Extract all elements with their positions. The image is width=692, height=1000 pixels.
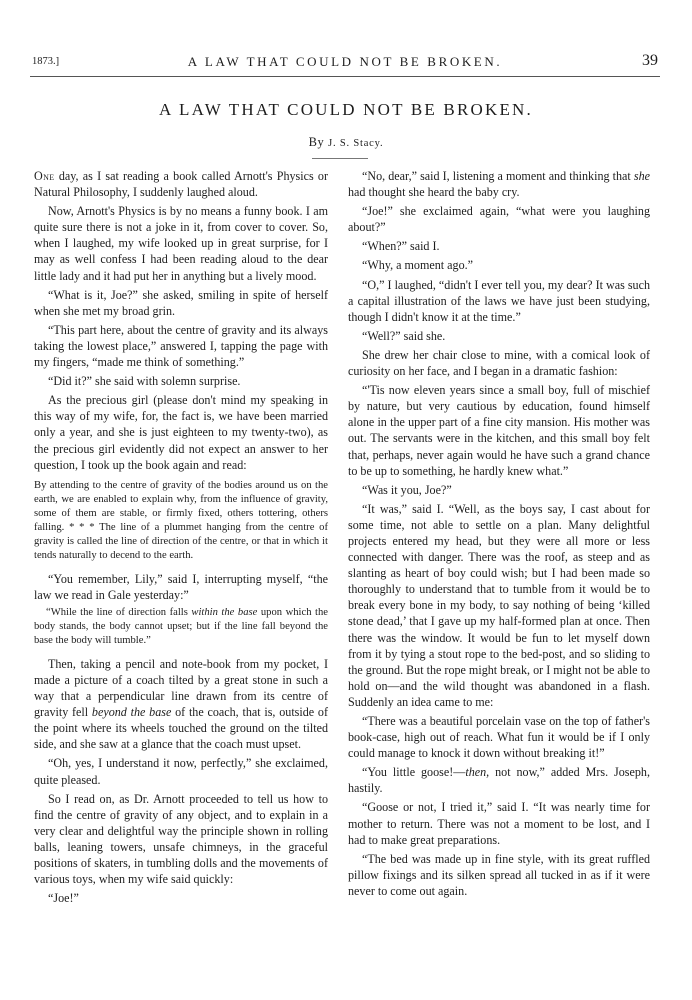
right-column	[348, 168, 650, 902]
left-column	[34, 168, 328, 909]
quote-text: “While the line of direction falls	[46, 606, 192, 618]
paragraph: “Oh, yes, I understand it now, perfectly,” she exclaimed, quite pleased.	[34, 756, 328, 787]
paragraph: “Why, a moment ago.”	[362, 258, 474, 273]
drop-lead: One	[34, 169, 55, 183]
block-quote: By attending to the centre of gravity of the bodies around us on the earth, we are enabled to explain why, from the influence of gravity, some of them are stable, or firmly fixed, others tottering, others falling. * * * The line of a plummet hanging from the centre of gravity is called the line of direction of the centre, or that in which it tends naturally to decend to the earth.	[34, 479, 328, 561]
paragraph: “Goose or not, I tried it,” said I. “It was nearly time for mother to return. There was not a moment to be lost, and I had to make great preparations.	[348, 800, 650, 847]
paragraph: “When?” said I.	[362, 239, 440, 254]
quote-text: upon which the body stands, the body cannot upset; but if the line fall beyond the base the body will tumble.”	[34, 606, 328, 646]
paragraph: “Joe!”	[48, 891, 79, 906]
paragraph: As the precious girl (please don't mind my speaking in this way of my wife, for, the fact is, we have been married only a year, and she is just eighteen to my twenty-two), as the precious girl evidently did not expect an answer to her question, I took up the book again and read:	[34, 393, 328, 472]
byline	[0, 135, 692, 150]
paragraph-text: not now,” added Mrs. Joseph, hastily.	[348, 765, 650, 796]
block-quote	[34, 606, 328, 648]
paragraph: “Was it you, Joe?”	[362, 482, 452, 497]
paragraph-text: of the coach, that is, outside of the point where its wheels touched the ground on the tilted side, and she saw at a glance that the coach must upset.	[34, 705, 329, 752]
byline-prefix: By	[308, 135, 325, 149]
paragraph	[34, 168, 328, 200]
paragraph: “You remember, Lily,” said I, interrupting myself, “the law we read in Gale yesterday:”	[34, 571, 328, 602]
paragraph: “'Tis now eleven years since a small boy, full of mischief by nature, but very cautious by education, found himself alone in the upper part of a fine city mansion. His mother was out. The servants were in the kitchen, and this small boy felt that, perhaps, never again would he have such a grand chance to be up to something, he hardly knew what.”	[348, 383, 650, 478]
paragraph-text: “No, dear,” said I, listening a moment and thinking that	[362, 169, 634, 183]
issue-date: 1873.]	[32, 56, 60, 67]
paragraph-emphasis: she	[633, 169, 650, 183]
paragraph: “It was,” said I. “Well, as the boys say, I cast about for some time, not able to settle on a plan. Many delightful projects entered my head, but they were all more or less connected with danger. There was the roof, as steep and as slanting as heart of boy could wish; but I had been made so thoroughly to understand that to tumble from it would be to break every bone in my body, to say nothing of being ‘killed stone dead,’ that I gave up my half-formed plan at once. Then there was the window. It would be fun to let myself down from it by tying a stout rope to the bed-post, and so sliding to the ground. But the rope might break, or I might not be able to hold on—and the wild thought was abandoned in a flash. Suddenly an idea came to me:	[348, 501, 650, 709]
paragraph: “What is it, Joe?” she asked, smiling in spite of herself when she met my broad grin.	[34, 287, 328, 318]
paragraph: “Well?” said she.	[362, 328, 446, 343]
byline-author: J. S. Stacy.	[328, 138, 384, 149]
paragraph	[348, 168, 650, 200]
paragraph: “Did it?” she said with solemn surprise.	[48, 374, 241, 389]
paragraph: “There was a beautiful porcelain vase on the top of father's book-case, high out of reach. What fun it would be if I only could manage to knock it down without breaking it!”	[348, 714, 650, 761]
paragraph-emphasis: beyond the base	[91, 705, 172, 720]
paragraph	[348, 764, 650, 796]
paragraph	[34, 656, 328, 753]
paragraph: Now, Arnott's Physics is by no means a funny book. I am quite sure there is not a joke in it, from cover to cover. So, when I laughed, my wife looked up in great surprise, for I may as well confess I had been reading aloud to the dear little lady and it had put her in anything but a lively mood.	[34, 204, 328, 283]
paragraph: “This part here, about the centre of gravity and its always taking the lowest place,” answered I, tapping the page with my fingers, “made me think of something.”	[34, 322, 328, 370]
paragraph-text: “You little goose!—	[362, 765, 466, 780]
paragraph-text: Then, taking a pencil and note-book from my pocket, I made a picture of a coach tilted by a great stone in such a way that a perpendicular line drawn from its centre of gravity fell	[34, 656, 328, 720]
running-title: A LAW THAT COULD NOT BE BROKEN.	[187, 54, 503, 69]
title-rule	[312, 158, 368, 159]
article-title: A LAW THAT COULD NOT BE BROKEN.	[159, 100, 533, 119]
paragraph: So I read on, as Dr. Arnott proceeded to tell us how to find the centre of gravity of any object, and to explain in a very clear and delightful way the principle shown in rolling balls, leaning towers, unsafe chimneys, in the graceful positions of skaters, in tumbling dolls and the movements of various toys, when my wife said quickly:	[34, 791, 328, 887]
paragraph-text: day, as I sat reading a book called Arnott's Physics or Natural Philosophy, I suddenly laughed aloud.	[34, 169, 328, 200]
quote-emphasis: within the base	[191, 606, 258, 618]
paragraph-text: had thought she heard the baby cry.	[348, 185, 520, 200]
paragraph: “The bed was made up in fine style, with its great ruffled pillow fixings and its silken spread all tucked in as if it were never to come out again.	[348, 851, 650, 898]
page-number: 39	[642, 52, 658, 69]
paragraph-emphasis: then,	[465, 765, 490, 780]
paragraph: “O,” I laughed, “didn't I ever tell you, my dear? It was such a capital illustration of the laws we have just been studying, though I didn't know it at the time.”	[348, 277, 650, 324]
paragraph: She drew her chair close to mine, with a comical look of curiosity on her face, and I began in a dramatic fashion:	[348, 347, 650, 379]
running-head	[30, 52, 660, 77]
paragraph: “Joe!” she exclaimed again, “what were you laughing about?”	[348, 204, 650, 235]
